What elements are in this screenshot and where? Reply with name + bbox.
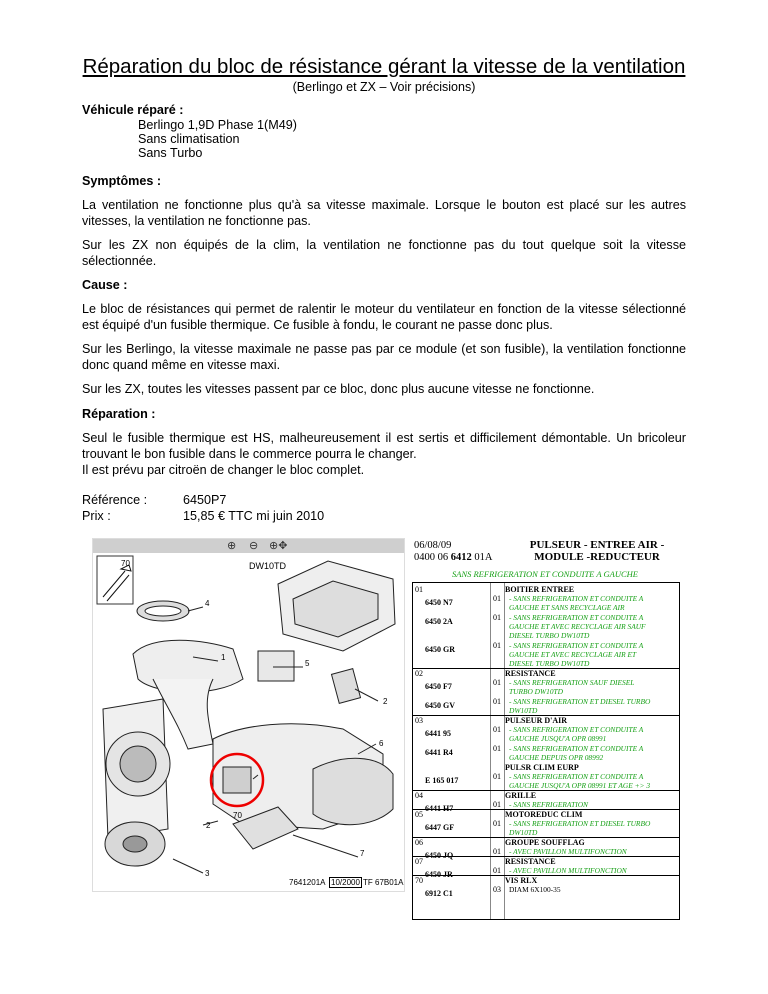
part-description: - AVEC PAVILLON MULTIFONCTION (509, 847, 627, 856)
pan-zoom-icon[interactable]: ⊕✥ (269, 540, 288, 552)
part-name: RESISTANCE (505, 669, 556, 678)
part-quantity: 01 (493, 800, 501, 809)
resistor-circled (223, 767, 251, 793)
part-description: - SANS REFRIGERATION ET CONDUITE A (509, 744, 644, 753)
prix-label: Prix : (82, 509, 111, 523)
part-reference: 6450 GV (425, 701, 455, 710)
parts-catalog (412, 538, 678, 918)
reference-label: Référence : (82, 493, 148, 507)
part-quantity: 01 (493, 866, 501, 875)
section-divider (413, 790, 679, 791)
catalog-code-main: 6412 (450, 552, 472, 563)
label-7: 7 (360, 849, 365, 858)
cause-heading: Cause : (82, 278, 128, 292)
part-description: GAUCHE ET AVEC RECYCLAGE AIR ET (509, 650, 637, 659)
cause-paragraph: Sur les ZX, toutes les vitesses passent par ce bloc, donc plus aucune vitesse ne fonctionne. (82, 382, 595, 396)
part-quantity: 01 (493, 847, 501, 856)
catalog-header-info (414, 540, 492, 564)
part-reference: 6450 GR (425, 645, 455, 654)
part-description: GAUCHE JUSQU'A OPR 08991 (509, 734, 607, 743)
part-description: GAUCHE ET AVEC RECYCLAGE AIR SAUF (509, 622, 646, 631)
part-quantity: 01 (493, 772, 501, 781)
catalog-title: PULSEUR - ENTREE AIR - MODULE -REDUCTEUR (529, 539, 665, 563)
section-number: 05 (415, 810, 423, 819)
label-4: 4 (205, 599, 210, 608)
part-name: GROUPE SOUFFLAG (505, 838, 585, 847)
part-name: PULSEUR D'AIR (505, 716, 568, 725)
part-description: GAUCHE ET SANS RECYCLAGE AIR (509, 603, 625, 612)
symptomes-paragraph: Sur les ZX non équipés de la clim, la ventilation ne fonctionne pas du tout quelque soit la vitesse sélectionnée. (82, 238, 686, 268)
section-number: 01 (415, 585, 423, 594)
part-name: MOTOREDUC CLIM (505, 810, 583, 819)
part-description: - SANS REFRIGERATION ET CONDUITE A (509, 725, 644, 734)
label-1: 1 (221, 653, 226, 662)
actuator-part (258, 651, 294, 681)
label-2: 2 (383, 697, 388, 706)
catalog-code-suffix: 01A (474, 552, 493, 563)
part-reference: 6441 H7 (425, 804, 454, 813)
part-description: - SANS REFRIGERATION ET CONDUITE A (509, 613, 644, 622)
vehicule-heading: Véhicule réparé : (82, 103, 184, 117)
part-name: BOITIER ENTREE (505, 585, 575, 594)
part-description: - SANS REFRIGERATION ET CONDUITE A (509, 772, 644, 781)
part-description: - SANS REFRIGERATION SAUF DIESEL (509, 678, 635, 687)
part-reference: 6441 95 (425, 729, 451, 738)
part-description: DIESEL TURBO DW10TD (509, 659, 590, 668)
part-description: DW10TD (509, 706, 538, 715)
part-name: GRILLE (505, 791, 537, 800)
part-description: - SANS REFRIGERATION (509, 800, 588, 809)
label-70b: 70 (233, 811, 242, 820)
part-name: RESISTANCE (505, 857, 556, 866)
symptomes-paragraph: La ventilation ne fonctionne plus qu'à sa vitesse maximale. Lorsque le bouton est placé sur les autres vitesses, la ventilation ne fonctionne pas. (82, 198, 686, 228)
part-description: - SANS REFRIGERATION ET CONDUITE A (509, 641, 644, 650)
part-quantity: 01 (493, 819, 501, 828)
footer-date: 10/2000 (331, 878, 360, 887)
part-quantity: 01 (493, 678, 501, 687)
part-reference: 6441 R4 (425, 748, 453, 757)
reference-value: 6450P7 (183, 493, 227, 507)
part-reference: 6450 2A (425, 617, 453, 626)
prix-value: 15,85 € TTC mi juin 2010 (183, 509, 325, 523)
part-reference: 6450 N7 (425, 598, 453, 607)
part-description: - SANS REFRIGERATION ET DIESEL TURBO (509, 697, 651, 706)
cause-paragraph: Sur les Berlingo, la vitesse maximale ne passe pas par ce module (et son fusible), la ventilation fonctionne donc quand même en vitesse maxi. (82, 342, 686, 372)
column-divider (504, 583, 505, 919)
exploded-diagram (92, 538, 405, 892)
part-name: VIS RLX (505, 876, 538, 885)
part-quantity: 01 (493, 744, 501, 753)
vehicule-line: Sans Turbo (138, 146, 203, 160)
catalog-condition: SANS REFRIGERATION ET CONDUITE A GAUCHE (452, 569, 638, 579)
section-number: 06 (415, 838, 423, 847)
section-number: 02 (415, 669, 423, 678)
part-reference: 6450 JQ (425, 851, 454, 860)
label-70: 70 (121, 559, 130, 568)
part-reference: E 165 017 (425, 776, 459, 785)
document-title: Réparation du bloc de résistance gérant la vitesse de la ventilation (82, 55, 686, 78)
part-name: PULSR CLIM EURP (505, 763, 579, 772)
zoom-in-icon[interactable]: ⊕ (227, 540, 237, 552)
diagram-drawing (93, 539, 404, 891)
catalog-code (414, 552, 492, 564)
label-6: 6 (379, 739, 384, 748)
symptomes-heading: Symptômes : (82, 174, 162, 188)
section-divider (413, 875, 679, 876)
part-description: GAUCHE DEPUIS OPR 08992 (509, 753, 604, 762)
part-description: GAUCHE JUSQU'A OPR 08991 ET AGE +> 3 (509, 781, 651, 790)
catalog-date: 06/08/09 (414, 540, 452, 551)
column-divider (490, 583, 491, 919)
part-quantity: 01 (493, 725, 501, 734)
part-quantity: 01 (493, 594, 501, 603)
part-description: - SANS REFRIGERATION ET CONDUITE A (509, 594, 644, 603)
part-reference: 6450 JR (425, 870, 453, 879)
reparation-heading: Réparation : (82, 407, 156, 421)
section-number: 03 (415, 716, 423, 725)
part-description: - AVEC PAVILLON MULTIFONCTION (509, 866, 627, 875)
reparation-paragraph: Seul le fusible thermique est HS, malheureusement il est sertis et difficilement démontable. Un bricoleur trouvant le bon fusible dans le commerce pourra le changer. (82, 431, 686, 461)
part-quantity: 01 (493, 613, 501, 622)
footer-code: 7641201A (289, 878, 326, 887)
label-dw10td: DW10TD (249, 561, 287, 571)
catalog-code-prefix: 0400 06 (414, 552, 449, 563)
section-number: 07 (415, 857, 423, 866)
part-description: - SANS REFRIGERATION ET DIESEL TURBO (509, 819, 651, 828)
vehicule-line: Sans climatisation (138, 132, 240, 146)
part-reference: 6447 GF (425, 823, 455, 832)
cause-paragraph: Le bloc de résistances qui permet de ralentir le moteur du ventilateur en fonction de la vitesse sélectionné est équipé d'un fusible thermique. Ce fusible à fondu, le courant ne passe donc plus. (82, 302, 686, 332)
part-description: DIAM 6X100-35 (509, 885, 561, 894)
part-quantity: 01 (493, 641, 501, 650)
resistor-module (331, 669, 360, 704)
parts-grid (412, 582, 680, 920)
part-reference: 6450 F7 (425, 682, 452, 691)
label-5: 5 (305, 659, 310, 668)
vehicule-line: Berlingo 1,9D Phase 1(M49) (138, 118, 297, 132)
section-number: 04 (415, 791, 423, 800)
label-2b: 2 (206, 821, 211, 830)
part-description: DW10TD (509, 828, 538, 837)
part-reference: 6912 C1 (425, 889, 453, 898)
part-quantity: 01 (493, 697, 501, 706)
part-quantity: 03 (493, 885, 501, 894)
document-subtitle: (Berlingo et ZX – Voir précisions) (292, 80, 476, 94)
footer-ref: TF 67B01A (363, 878, 404, 887)
reparation-paragraph: Il est prévu par citroën de changer le bloc complet. (82, 463, 365, 477)
section-number: 70 (415, 876, 423, 885)
zoom-out-icon[interactable]: ⊖ (249, 540, 259, 552)
part-description: TURBO DW10TD (509, 687, 563, 696)
label-3: 3 (205, 869, 210, 878)
part-description: DIESEL TURBO DW10TD (509, 631, 590, 640)
